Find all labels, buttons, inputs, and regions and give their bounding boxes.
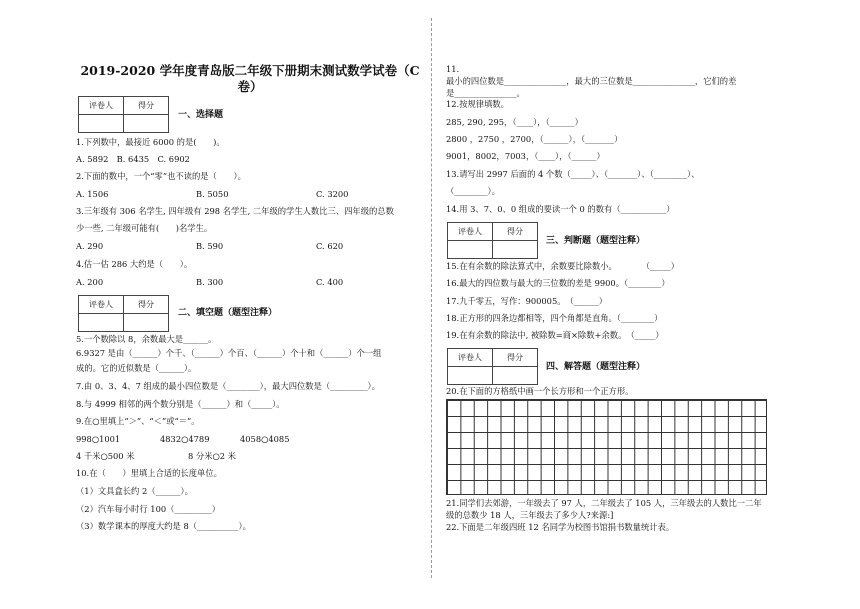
question-10-1: （1）文具盒长约 2（______）。 [76,486,193,496]
q2-option-c: C. 3200 [316,189,349,199]
question-4: 4.估一估 286 大约是（ ）。 [76,259,193,269]
question-3: 3.三年级有 306 名学生, 四年级有 298 名学生, 二年级的学生人数比三、四年级的总数 [76,206,394,216]
score-label: 得分 [124,97,169,115]
question-11-text: 最小的四位数是_______________，最大的三位数是_______________，它们的差 [446,76,737,86]
section-heading-solve: 四、解答题（题型注释） [546,362,646,372]
question-9: 9.在○里填上“＞”、“＜”或“＝”。 [76,416,200,426]
sequence-1: 285, 290, 295，（____），（______） [446,117,583,127]
question-3-cont: 少一些, 二年级可能有( )名学生。 [76,223,213,233]
question-19: 19.在有余数的除法中, 被除数=商×除数+余数。 （_____） [446,330,664,340]
score-label: 得分 [124,296,169,314]
compare-5: 8 分米○2 米 [188,451,236,461]
question-18: 18.正方形的四条边都相等，四个角都是直角。（________） [446,313,663,323]
score-box-3 [447,222,538,259]
question-11-cont: 是_______________。 [446,88,525,98]
q3-option-a: A. 290 [76,241,104,251]
section-heading-judge: 三、判断题（题型注释） [546,236,646,246]
compare-4: 4 千米○500 米 [76,451,135,461]
question-10-3: （3）数学课本的厚度大约是 8（__________）。 [76,521,251,531]
question-20: 20.在下面的方格纸中画一个长方形和一个正方形。 [446,386,634,396]
question-14: 14.用 3、7、0、0 组成的要读一个 0 的数有（___________） [446,204,675,214]
reviewer-label: 评卷人 [448,223,493,241]
reviewer-label: 评卷人 [448,349,493,367]
question-7: 7.由 0、3、4、7 组成的最小四位数是（________），最大四位数是（_________）。 [76,381,380,391]
page-title: 2019-2020 学年度青岛版二年级下册期末测试数学试卷（C卷） [80,63,420,94]
q4-option-a: A. 200 [76,277,104,287]
column-divider [431,18,432,578]
question-13-cont: （________）。 [446,186,500,196]
question-16: 16.最大的四位数与最大的三位数的差是 9900。（________） [446,278,670,288]
question-10-2: （2）汽车每小时行 100（_________） [76,504,221,514]
question-11: 11. [446,64,460,74]
question-8: 8.与 4999 相邻的两个数分别是（______）和（_____）。 [76,399,285,409]
question-1: 1.下列数中，最接近 6000 的是( )。 [76,137,225,147]
score-box-1 [78,96,169,133]
score-label: 得分 [493,223,538,241]
score-box-4 [447,348,538,385]
score-label: 得分 [493,349,538,367]
sequence-2: 2800 ，2750 ，2700，（______），（_______） [446,134,623,144]
drawing-grid[interactable] [446,399,767,495]
question-6-cont: 成的。它的近似数是（______）。 [76,363,197,373]
q3-option-b: B. 590 [196,241,224,251]
question-15: 15.在有余数的除法算式中，余数要比除数小。 （_____） [446,261,680,271]
question-6: 6.9327 是由（______）个千、（______）个百、（______）个十和（______）个一组 [76,348,382,358]
compare-3: 4058○4085 [240,434,290,444]
question-12: 12.按规律填数。 [446,99,509,109]
question-13: 13.请写出 2997 后面的 4 个数（_____）、（_______）、（________）、 [446,169,700,179]
q4-option-c: C. 400 [316,277,344,287]
question-10: 10.在（ ）里填上合适的长度单位。 [76,468,222,478]
section-heading-fill: 二、填空题（题型注释） [178,308,278,318]
sequence-3: 9001，8002，7003，（____），（______） [446,151,605,161]
q3-option-c: C. 620 [316,241,344,251]
section-heading-choice: 一、选择题 [178,110,224,120]
question-2: 2.下面的数中，一个“零”也不读的是（ ）。 [76,171,246,181]
score-box-2 [78,295,169,332]
reviewer-label: 评卷人 [79,97,124,115]
q2-option-a: A. 1506 [76,189,109,199]
question-21-cont: 级的总数少 18 人，三年级去了多少人?来源:] [446,510,614,520]
compare-1: 998○1001 [76,434,121,444]
question-5: 5.一个数除以 8，余数最大是______。 [76,334,217,344]
reviewer-label: 评卷人 [79,296,124,314]
question-17: 17.九千零五，写作：900005。 （______） [446,296,608,306]
question-1-options: A. 5892 B. 6435 C. 6902 [76,154,190,164]
q4-option-b: B. 300 [196,277,224,287]
q2-option-b: B. 5050 [196,189,229,199]
question-21: 21.同学们去郊游，一年级去了 97 人，二年级去了 105 人，三年级去的人数比一二年 [446,498,762,508]
question-22: 22.下面是二年级四班 12 名同学为校图书馆捐书数量统计表。 [446,522,675,532]
compare-2: 4832○4789 [160,434,210,444]
